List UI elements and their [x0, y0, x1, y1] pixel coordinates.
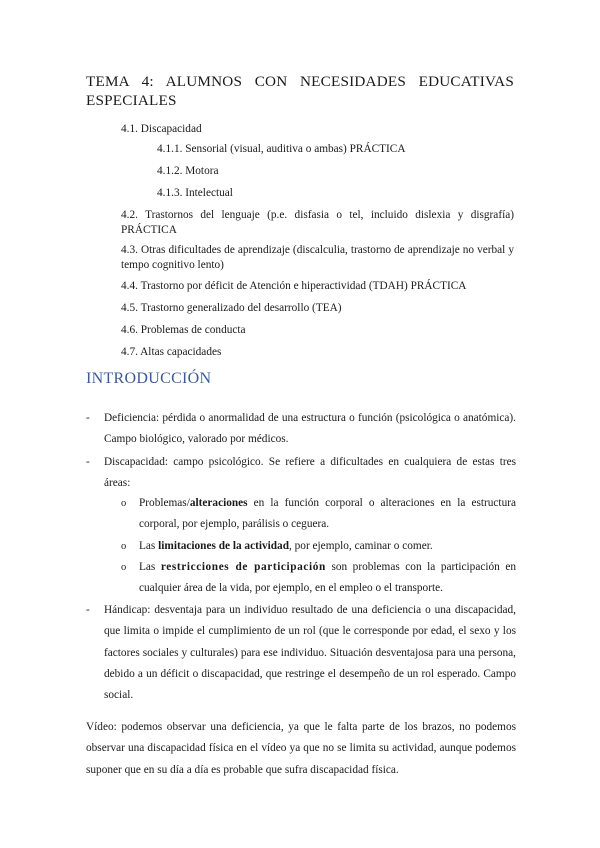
section-heading-introduccion: INTRODUCCIÓN [86, 370, 212, 387]
toc-item-4-3: 4.3. Otras dificultades de aprendizaje (discalculia, trastorno de aprendizaje no verbal y tempo cognitivo lento) [121, 244, 514, 271]
page-title: TEMA 4: ALUMNOS CON NECESIDADES EDUCATIVAS ESPECIALES [86, 73, 514, 109]
toc-item-4-5: 4.5. Trastorno generalizado del desarrollo (TEA) [121, 302, 342, 314]
bullet-dash: - [86, 604, 90, 616]
bullet-dash: - [86, 412, 90, 424]
sub-bullet-text: Las restricciones de participación son problemas con la participación en cualquier área de la vida, por ejemplo, en el empleo o el transporte. [139, 561, 516, 595]
toc-item-4-6: 4.6. Problemas de conducta [121, 324, 246, 336]
discapacidad-text: Discapacidad: campo psicológico. Se refiere a dificultades en cualquiera de estas tres áreas: [104, 456, 516, 490]
sub-bullet-restricciones [121, 557, 516, 600]
toc-item-4-1: 4.1. Discapacidad [121, 123, 202, 135]
sub-bullet-marker: o [121, 562, 127, 573]
deficiencia-text: Deficiencia: pérdida o anormalidad de una estructura o función (psicológica o anatómica). Campo biológico, valorado por médicos. [104, 412, 516, 446]
sub-bullet-text: Las limitaciones de la actividad, por ejemplo, caminar o comer. [139, 540, 433, 552]
sub-bullet-text: Problemas/alteraciones en la función corporal o alteraciones en la estructura corporal, por ejemplo, parálisis o ceguera. [139, 497, 516, 531]
sub-bullet-alteraciones [121, 493, 516, 536]
bullet-handicap [86, 600, 516, 706]
toc-item-4-2: 4.2. Trastornos del lenguaje (p.e. disfasia o tel, incluido dislexia y disgrafía) PRÁCTICA [121, 209, 514, 236]
bullet-dash: - [86, 456, 90, 468]
toc-item-4-1-2: 4.1.2. Motora [157, 165, 219, 177]
video-paragraph: Vídeo: podemos observar una deficiencia, ya que le falta parte de los brazos, no podemos observar una discapacidad física en el vídeo ya que no se limita su actividad, aunque podemos suponer que en su día a día es probable que sufra discapacidad física. [86, 721, 516, 776]
toc-item-4-4: 4.4. Trastorno por déficit de Atención e hiperactividad (TDAH) PRÁCTICA [121, 280, 467, 292]
handicap-text: Hándicap: desventaja para un individuo resultado de una deficiencia o una discapacidad, que limita o impide el cumplimiento de un rol (que le corresponde por edad, el sexo y los factores sociales y culturales) para ese individuo. Situación desventajosa para una persona, debido a un déficit o discapacidad, que restringe el desempeño de un rol esperado. Campo social. [104, 604, 516, 702]
toc-item-4-1-3: 4.1.3. Intelectual [157, 187, 233, 199]
sub-bullet-marker: o [121, 498, 127, 509]
bullet-deficiencia [86, 408, 516, 451]
sub-bullet-marker: o [121, 541, 127, 552]
toc-item-4-1-1: 4.1.1. Sensorial (visual, auditiva o ambas) PRÁCTICA [157, 143, 406, 155]
toc-item-4-7: 4.7. Altas capacidades [121, 346, 222, 358]
sub-bullet-limitaciones [121, 536, 516, 557]
bullet-discapacidad [86, 452, 516, 495]
